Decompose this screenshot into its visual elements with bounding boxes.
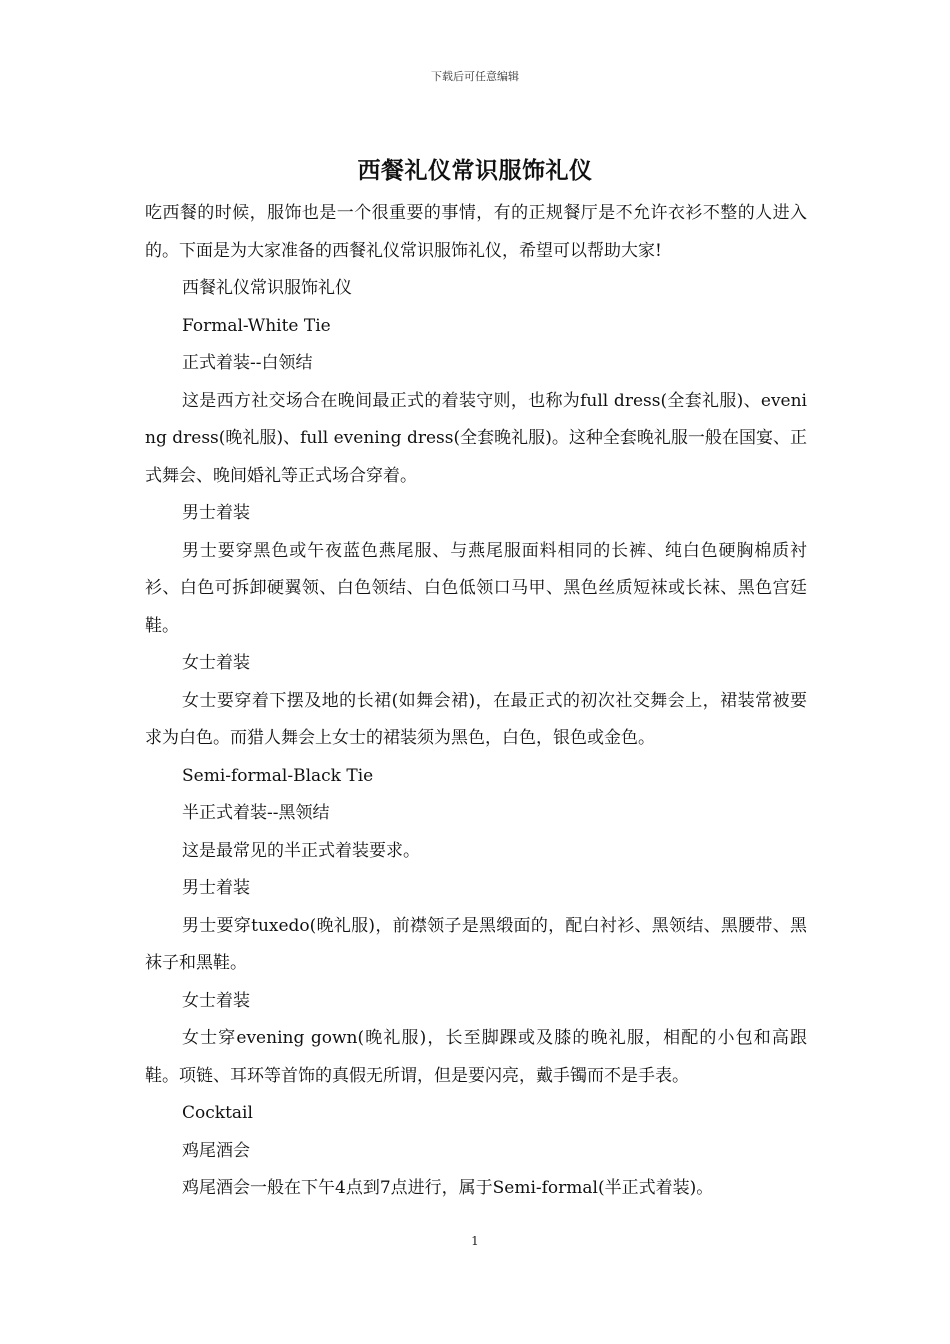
- paragraph: 女士着装: [182, 990, 250, 1011]
- paragraph: 男士着装: [182, 878, 250, 898]
- paragraph: 西餐礼仪常识服饰礼仪: [182, 278, 352, 298]
- paragraph: 女士着装: [182, 653, 250, 673]
- document-body: [145, 195, 807, 1208]
- paragraph: 鸡尾酒会: [182, 1140, 250, 1161]
- paragraph: Semi-formal-Black Tie: [182, 765, 374, 786]
- paragraph: 男士要穿tuxedo(晚礼服)，前襟领子是黑缎面的，配白衬衫、黑领结、黑腰带、黑袜子和黑鞋。: [145, 915, 807, 973]
- paragraph: 女士要穿着下摆及地的长裙(如舞会裙)，在最正式的初次社交舞会上，裙装常被要求为白色。而猎人舞会上女士的裙装须为黑色，白色，银色或金色。: [145, 690, 807, 748]
- paragraph: 正式着装--白领结: [182, 353, 313, 373]
- paragraph: 这是最常见的半正式着装要求。: [182, 840, 420, 861]
- paragraph: 男士要穿黑色或午夜蓝色燕尾服、与燕尾服面料相同的长裤、纯白色硬胸棉质衬衫、白色可拆卸硬翼领、白色领结、白色低领口马甲、黑色丝质短袜或长袜、黑色宫廷鞋。: [145, 540, 807, 636]
- paragraph: Formal-White Tie: [182, 315, 331, 336]
- paragraph: 鸡尾酒会一般在下午4点到7点进行，属于Semi-formal(半正式着装)。: [182, 1178, 714, 1198]
- page-header-note: 下载后可任意编辑: [431, 70, 519, 83]
- paragraph: 这是西方社交场合在晚间最正式的着装守则，也称为full dress(全套礼服)、evening dress(晚礼服)、full evening dress(全套晚礼服)。这种全套晚礼服一般在国宴、正式舞会、晚间婚礼等正式场合穿着。: [145, 390, 807, 486]
- paragraph: Cocktail: [182, 1103, 253, 1123]
- paragraph: 吃西餐的时候，服饰也是一个很重要的事情，有的正规餐厅是不允许衣衫不整的人进入的。下面是为大家准备的西餐礼仪常识服饰礼仪，希望可以帮助大家!: [145, 203, 807, 261]
- document-title: 西餐礼仪常识服饰礼仪: [357, 158, 593, 184]
- page-number: 1: [471, 1234, 479, 1248]
- paragraph: 女士穿evening gown(晚礼服)，长至脚踝或及膝的晚礼服，相配的小包和高跟鞋。项链、耳环等首饰的真假无所谓，但是要闪亮，戴手镯而不是手表。: [145, 1028, 807, 1086]
- paragraph: 男士着装: [182, 503, 250, 523]
- paragraph: 半正式着装--黑领结: [182, 803, 330, 823]
